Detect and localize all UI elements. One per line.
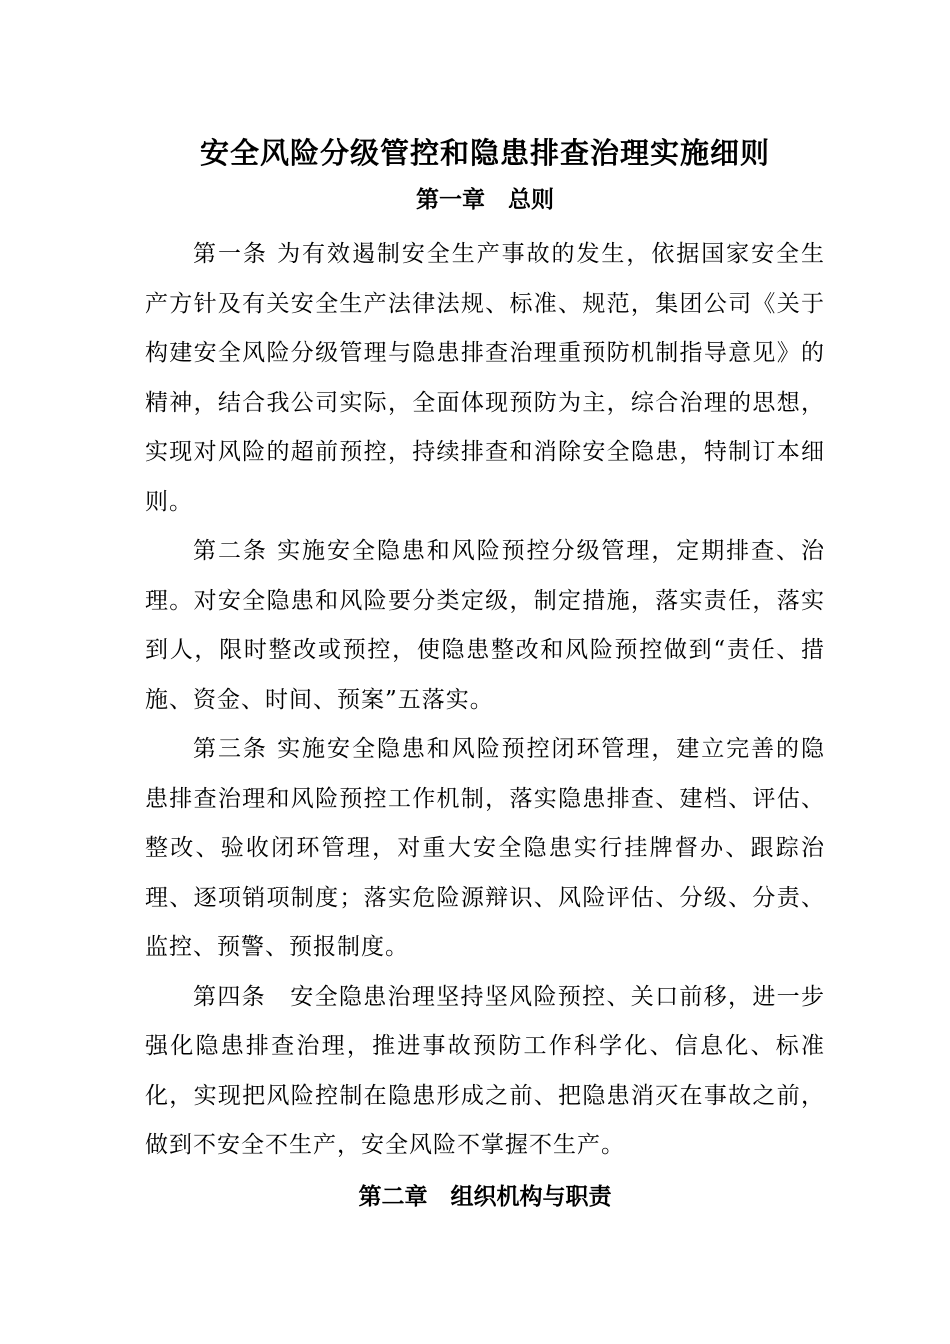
article-text: 实施安全隐患和风险预控分级管理，定期排查、治理。对安全隐患和风险要分类定级，制定措施，落实责任，落实到人，限时整改或预控，使隐患整改和风险预控做到“责任、措施、资金、时间、预案”五落实。 [145, 538, 826, 713]
chapter-heading-1: 第一章 总则 [416, 186, 554, 213]
article-number: 第三条 [193, 736, 278, 762]
document-title: 安全风险分级管控和隐患排查治理实施细则 [199, 136, 770, 170]
document-body [145, 128, 825, 1219]
article-text: 实施安全隐患和风险预控闭环管理，建立完善的隐患排查治理和风险预控工作机制，落实隐患排查、建档、评估、整改、验收闭环管理，对重大安全隐患实行挂牌督办、跟踪治理、逐项销项制度；落实危险源辩识、风险评估、分级、分责、监控、预警、预报制度。 [145, 736, 826, 960]
article-number: 第四条 [193, 983, 291, 1010]
article-2 [145, 527, 825, 725]
article-4 [145, 973, 825, 1171]
article-text: 为有效遏制安全生产事故的发生，依据国家安全生产方针及有关安全生产法律法规、标准、规范，集团公司《关于构建安全风险分级管理与隐患排查治理重预防机制指导意见》的精神，结合我公司实际，全面体现预防为主，综合治理的思想，实现对风险的超前预控，持续排查和消除安全隐患，特制订本细则。 [145, 241, 826, 515]
article-text: 安全隐患治理坚持坚风险预控、关口前移，进一步强化隐患排查治理，推进事故预防工作科学化、信息化、标准化，实现把风险控制在隐患形成之前、把隐患消灭在事故之前，做到不安全不生产，安全风险不掌握不生产。 [145, 983, 826, 1158]
article-3 [145, 725, 825, 973]
chapter-heading-2: 第二章 组织机构与职责 [358, 1182, 612, 1210]
article-number: 第一条 [193, 241, 278, 267]
article-1 [145, 230, 825, 527]
article-number: 第二条 [193, 538, 278, 564]
